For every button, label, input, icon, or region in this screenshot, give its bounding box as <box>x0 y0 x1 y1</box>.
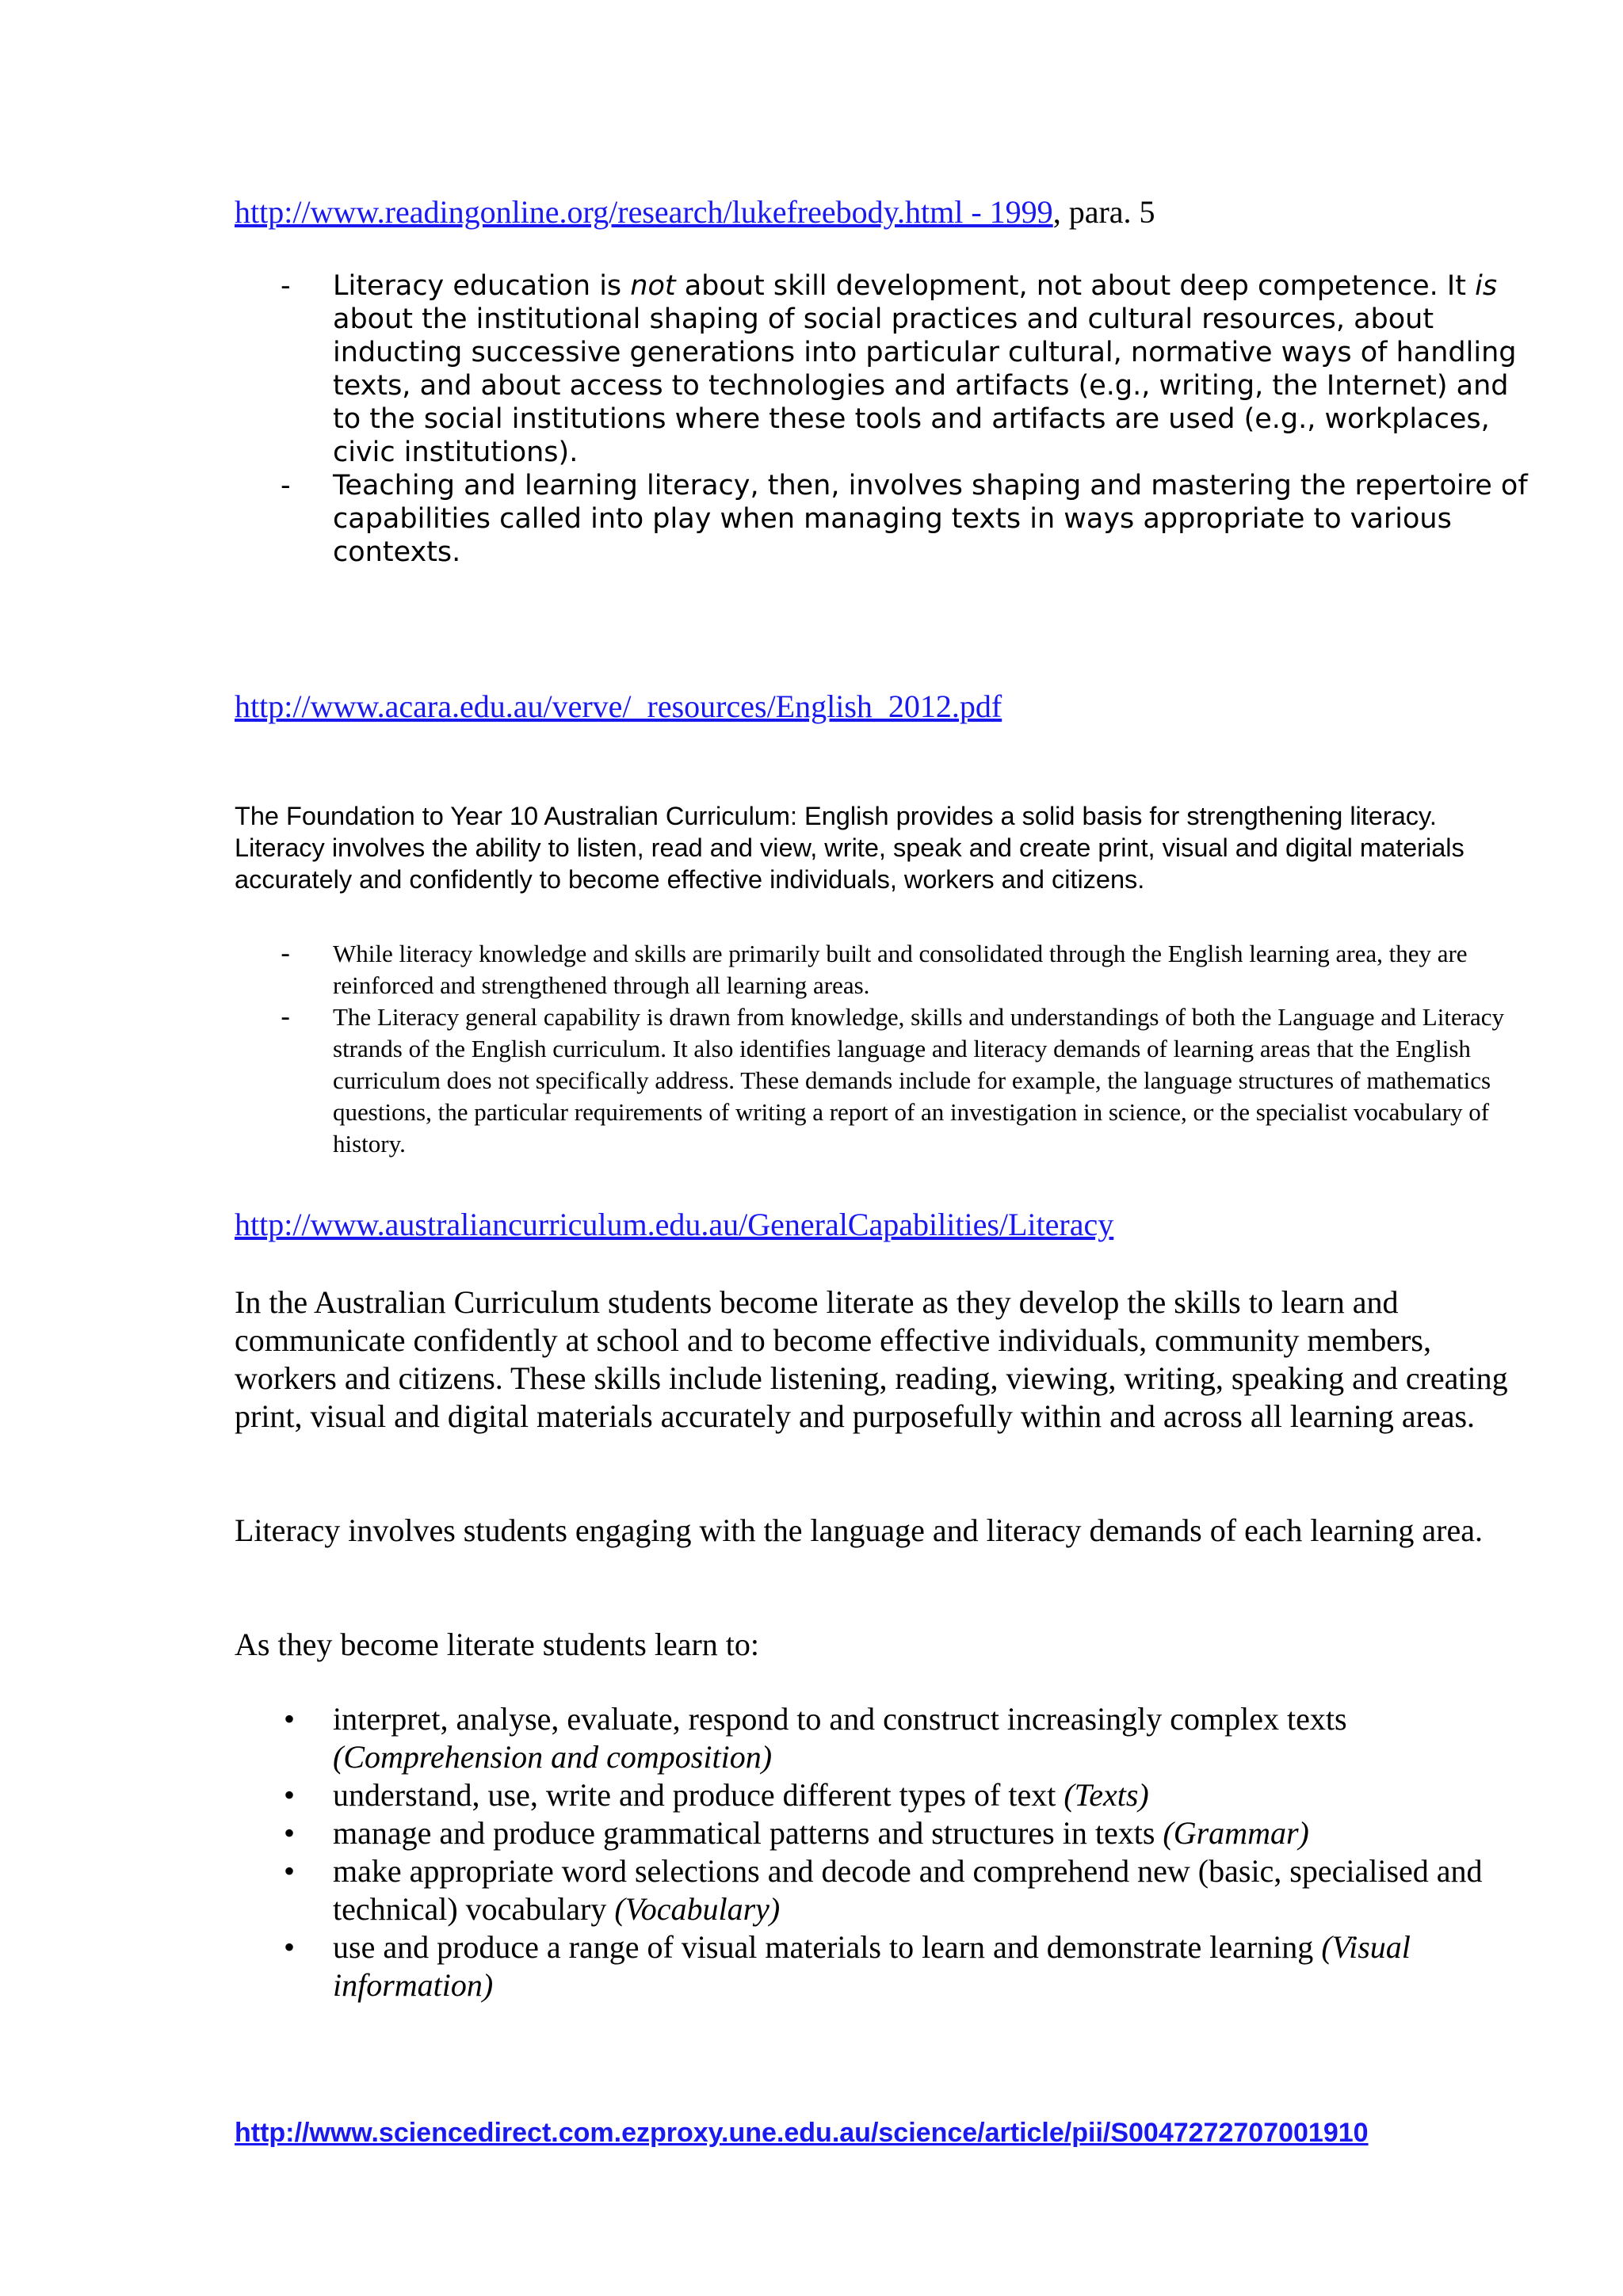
dash-marker: - <box>281 270 291 302</box>
list-item <box>235 469 1534 569</box>
bullet-marker: • <box>284 1815 296 1851</box>
dash-marker: - <box>281 470 291 502</box>
list-item-text: Literacy education is not about skill development, not about deep competence. It is about the institutional shaping of social practices and cultural resources, about inducting successive generations into particular cultural, normative ways of handling texts, and about access to technologies and artifacts (e.g., writing, the Internet) and to the social institutions where these tools and artifacts are used (e.g., workplaces, civic institutions). <box>333 270 1517 468</box>
bullet-marker: • <box>284 1853 296 1889</box>
link-sciencedirect[interactable]: http://www.sciencedirect.com.ezproxy.une.edu.au/science/article/pii/S0047272707001910 <box>235 2118 1369 2148</box>
link-readingonline[interactable]: http://www.readingonline.org/research/lukefreebody.html - 1999 <box>235 194 1053 230</box>
list-item-text: Teaching and learning literacy, then, involves shaping and mastering the repertoire of capabilities called into play when managing texts in ways appropriate to various contexts. <box>333 470 1528 568</box>
list-item-text: make appropriate word selections and decode and comprehend new (basic, specialised and technical) vocabulary (Vocabulary) <box>333 1853 1483 1927</box>
list-item <box>235 1700 1518 1776</box>
dash-marker: - <box>281 938 291 970</box>
luke-freebody-quote-list <box>235 269 1534 569</box>
list-item <box>235 938 1534 1001</box>
reference-line-sciencedirect <box>235 2117 1369 2149</box>
body-paragraph-2: Literacy involves students engaging with the language and literacy demands of each learning area. <box>235 1512 1483 1548</box>
body-paragraph-3: As they become literate students learn to: <box>235 1627 760 1662</box>
bullet-marker: • <box>284 1929 296 1965</box>
reference-suffix: , para. 5 <box>1052 194 1155 230</box>
list-item <box>235 1852 1518 1928</box>
list-item-text: understand, use, write and produce different types of text (Texts) <box>333 1777 1149 1813</box>
list-item-text: manage and produce grammatical patterns and structures in texts (Grammar) <box>333 1815 1309 1851</box>
list-item <box>235 269 1534 469</box>
bullet-marker: • <box>284 1701 296 1737</box>
list-item-text: While literacy knowledge and skills are primarily built and consolidated through the English learning area, they are reinforced and strengthened through all learning areas. <box>333 940 1468 999</box>
reference-line-readingonline <box>235 193 1155 231</box>
list-item-text: use and produce a range of visual materials to learn and demonstrate learning (Visual information) <box>333 1929 1411 2003</box>
dash-marker: - <box>281 1001 291 1033</box>
link-acara[interactable]: http://www.acara.edu.au/verve/_resources/English_2012.pdf <box>235 688 1002 724</box>
list-item-text: interpret, analyse, evaluate, respond to and construct increasingly complex texts (Comprehension and composition) <box>333 1701 1347 1775</box>
body-paragraph-1: In the Australian Curriculum students become literate as they develop the skills to learn and communicate confidently at school and to become effective individuals, community members, workers and citizens. These skills include listening, reading, viewing, writing, speaking and creating print, visual and digital materials accurately and purposefully within and across all learning areas. <box>235 1284 1508 1434</box>
list-item <box>235 1776 1518 1814</box>
literacy-capability-list <box>235 938 1534 1160</box>
list-item <box>235 1001 1534 1160</box>
link-australiancurriculum[interactable]: http://www.australiancurriculum.edu.au/GeneralCapabilities/Literacy <box>235 1207 1114 1242</box>
list-item <box>235 1814 1518 1852</box>
bullet-marker: • <box>284 1777 296 1813</box>
foundation-paragraph: The Foundation to Year 10 Australian Curriculum: English provides a solid basis for strengthening literacy. Literacy involves the ability to listen, read and view, write, speak and create print, visual and digital materials accurately and confidently to become effective individuals, workers and citizens. <box>235 802 1465 894</box>
literate-students-list <box>235 1700 1518 2004</box>
reference-line-australiancurriculum <box>235 1206 1113 1244</box>
list-item <box>235 1928 1518 2004</box>
list-item-text: The Literacy general capability is drawn from knowledge, skills and understandings of both the Language and Literacy strands of the English curriculum. It also identifies language and literacy demands of learning areas that the English curriculum does not specifically address. These demands include for example, the language structures of mathematics questions, the particular requirements of writing a report of an investigation in science, or the specialist vocabulary of history. <box>333 1003 1505 1158</box>
reference-line-acara <box>235 688 1002 726</box>
